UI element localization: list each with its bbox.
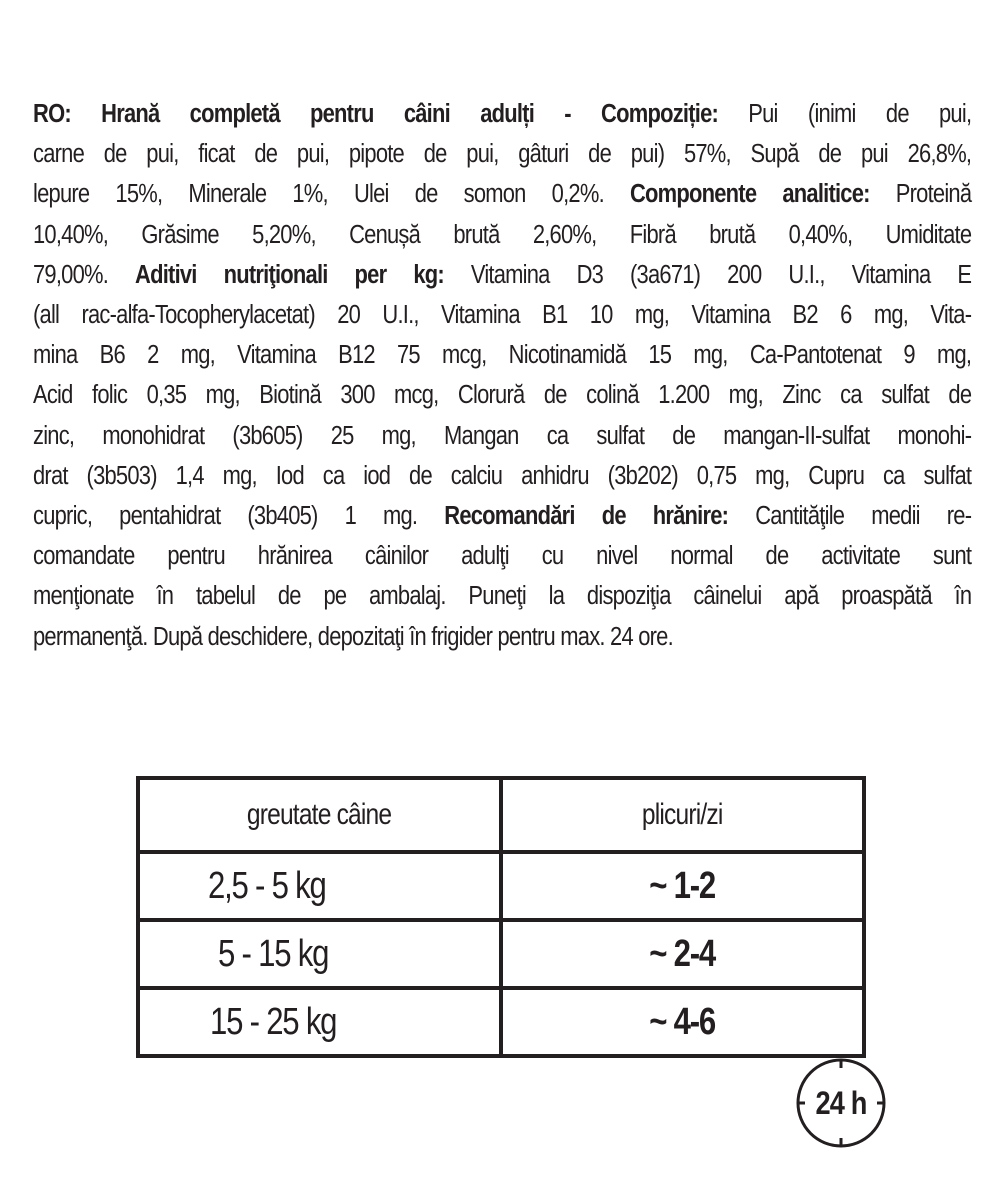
feeding-table-header-row: [138, 778, 864, 852]
label-line: [33, 335, 971, 375]
weight-cell: 15 - 25 kg: [138, 988, 501, 1056]
label-line: [33, 536, 971, 576]
pouches-cell: ~ 1-2: [501, 852, 864, 920]
label-line: [33, 496, 971, 536]
label-body-text: zinc, monohidrat (3b605) 25 mg, Mangan ca sulfat de mangan-II-sulfat monohi-: [33, 421, 972, 450]
label-heading: Componente analitice:: [629, 180, 870, 209]
label-line: [33, 456, 971, 496]
label-line: [33, 255, 971, 295]
label-body-text: Proteină: [869, 180, 972, 209]
header-pouches-per-day: plicuri/zi: [501, 778, 864, 852]
weight-cell: 5 - 15 kg: [138, 920, 501, 988]
ingredients-label-text: [33, 94, 971, 657]
badge-label: 24 h: [815, 1085, 867, 1121]
label-body-text: Vitamina D3 (3a671) 200 U.I., Vitamina E: [443, 260, 972, 289]
pouches-cell: ~ 4-6: [501, 988, 864, 1056]
label-body-text: menţionate în tabelul de pe ambalaj. Puneţi la dispoziţia câinelui apă proaspătă în: [33, 582, 972, 611]
table-row: [138, 852, 864, 920]
label-body-text: drat (3b503) 1,4 mg, Iod ca iod de calciu anhidru (3b202) 0,75 mg, Cupru ca sulfat: [33, 461, 972, 490]
label-body-text: mina B6 2 mg, Vitamina B12 75 mcg, Nicotinamidă 15 mg, Ca-Pantotenat 9 mg,: [33, 341, 972, 370]
label-line: [33, 174, 971, 214]
weight-cell: 2,5 - 5 kg: [138, 852, 501, 920]
table-row: [138, 920, 864, 988]
header-dog-weight: greutate câine: [138, 778, 501, 852]
label-line: [33, 617, 971, 657]
label-body-text: 10,40%, Grăsime 5,20%, Cenușă brută 2,60%, Fibră brută 0,40%, Umiditate: [33, 220, 972, 249]
label-body-text: permanenţă. După deschidere, depozitaţi în frigider pentru max. 24 ore.: [33, 622, 673, 651]
label-line: [33, 215, 971, 255]
label-line: [33, 416, 971, 456]
storage-24h-badge: [795, 1057, 887, 1149]
label-body-text: Cantităţile medii re-: [728, 502, 972, 531]
label-body-text: cupric, pentahidrat (3b405) 1 mg.: [33, 502, 445, 531]
label-line: [33, 134, 971, 174]
label-heading: Recomandări de hrănire:: [444, 502, 729, 531]
label-heading: RO: Hrană completă pentru câini adulți - Compoziție:: [33, 100, 719, 128]
label-heading: Aditivi nutriţionali per kg:: [135, 260, 444, 289]
label-body-text: (all rac-alfa-Tocopherylacetat) 20 U.I., Vitamina B1 10 mg, Vitamina B2 6 mg, Vita-: [33, 301, 972, 330]
pouches-cell: ~ 2-4: [501, 920, 864, 988]
table-row: [138, 988, 864, 1056]
label-line: [33, 94, 971, 134]
label-body-text: carne de pui, ficat de pui, pipote de pui, gâturi de pui) 57%, Supă de pui 26,8%,: [33, 140, 972, 169]
label-line: [33, 295, 971, 335]
label-body-text: Acid folic 0,35 mg, Biotină 300 mcg, Clorură de colină 1.200 mg, Zinc ca sulfat de: [33, 381, 972, 410]
label-body-text: 79,00%.: [33, 260, 136, 289]
label-body-text: comandate pentru hrănirea câinilor adulţi cu nivel normal de activitate sunt: [33, 542, 972, 571]
label-line: [33, 576, 971, 616]
label-body-text: lepure 15%, Minerale 1%, Ulei de somon 0,2%.: [33, 180, 630, 209]
label-body-text: Pui (inimi de pui,: [718, 100, 972, 128]
label-line: [33, 375, 971, 415]
feeding-table: [136, 776, 866, 1058]
